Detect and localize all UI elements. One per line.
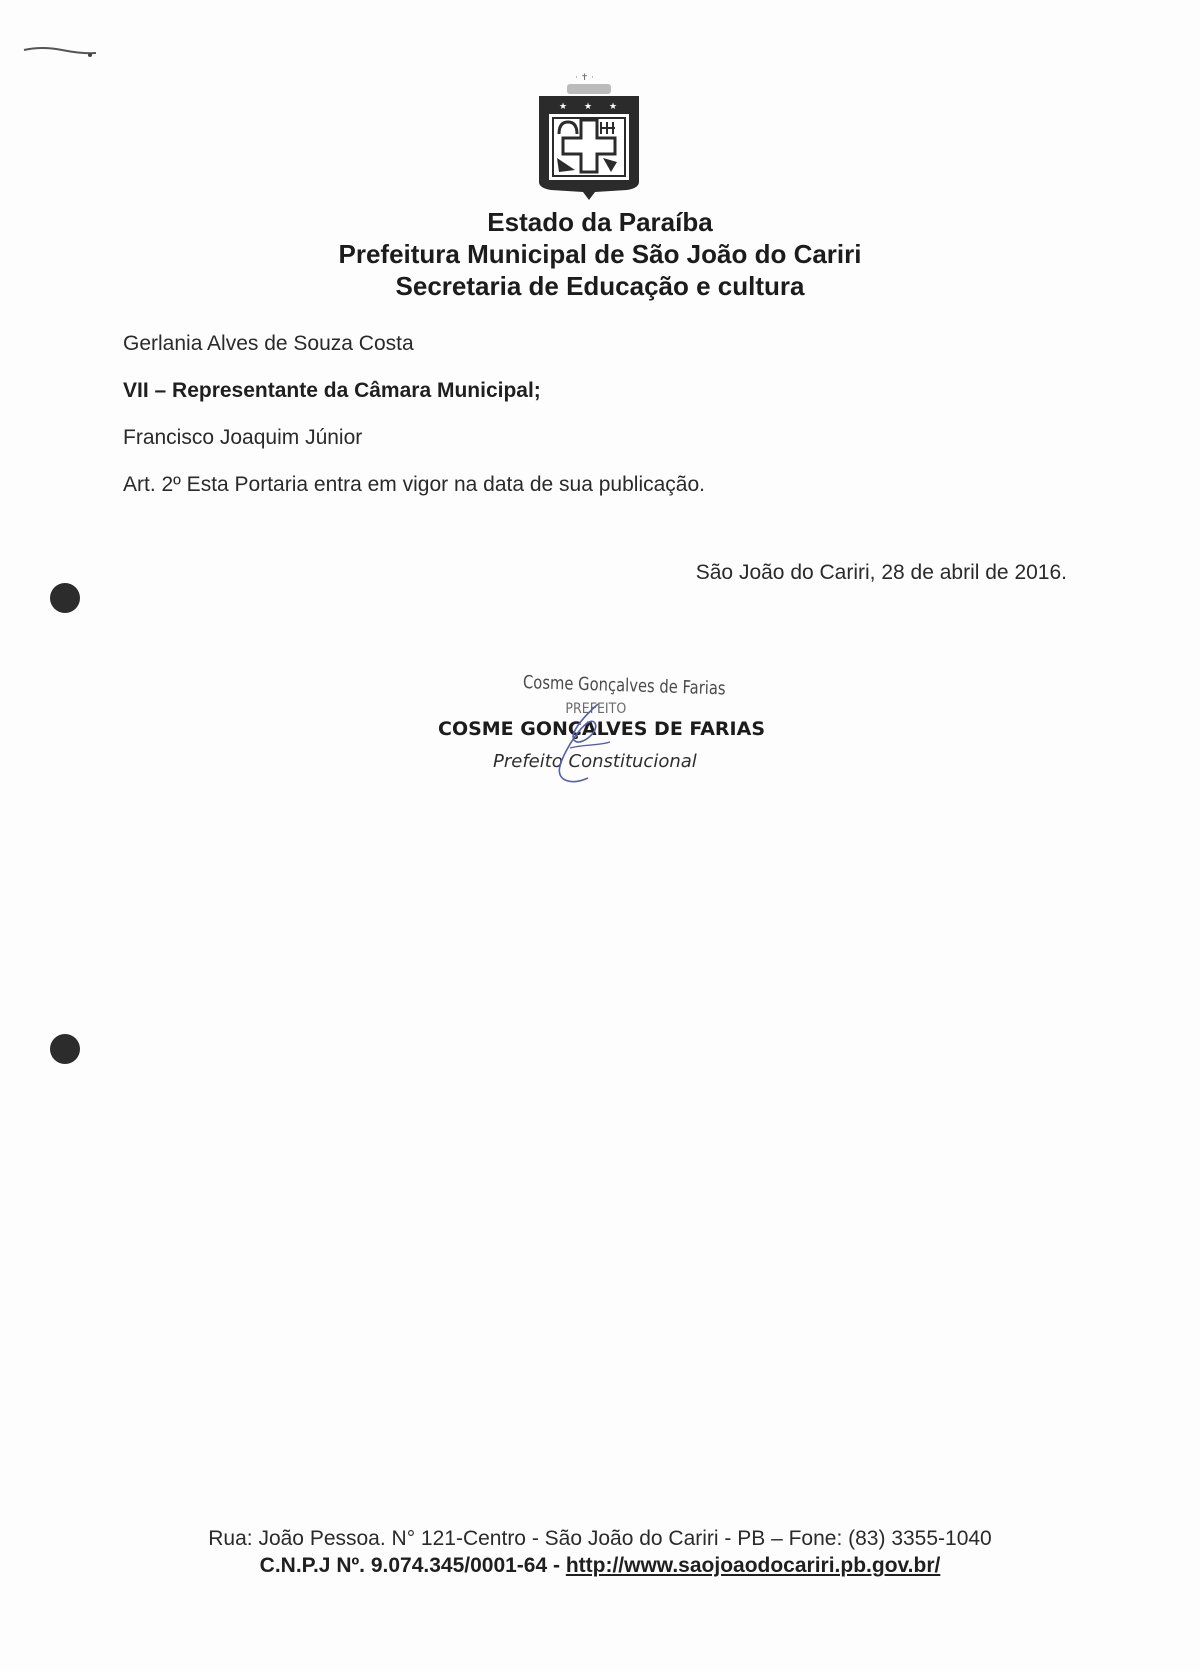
footer-cnpj: C.N.P.J Nº. 9.074.345/0001-64 -: [259, 1554, 566, 1577]
signature-stamp-name: Cosme Gonçalves de Farias: [522, 672, 726, 700]
section-heading: VII – Representante da Câmara Municipal;: [123, 379, 541, 402]
header-municipality: Prefeitura Municipal de São João do Cariri: [338, 239, 862, 269]
signature-stamp-title: PREFEITO: [565, 701, 627, 717]
date-line: São João do Cariri, 28 de abril de 2016.: [695, 561, 1067, 584]
footer-address: Rua: João Pessoa. N° 121-Centro - São João do Cariri - PB – Fone: (83) 3355-1040: [208, 1527, 992, 1550]
punch-hole: [50, 583, 80, 613]
header-department: Secretaria de Educação e cultura: [395, 271, 805, 301]
signature-block: [400, 660, 800, 790]
punch-hole: [50, 1034, 80, 1064]
header-state: Estado da Paraíba: [487, 207, 713, 237]
signatory-role: Prefeito Constitucional: [493, 751, 697, 772]
svg-text:★: ★: [559, 102, 568, 112]
footer-cnpj-line: [0, 1553, 1200, 1579]
scan-artifact-mark: [22, 44, 102, 58]
member-name: Gerlania Alves de Souza Costa: [123, 332, 414, 355]
footer-website-link[interactable]: http://www.saojoaodocariri.pb.gov.br/: [565, 1554, 941, 1577]
svg-text:★: ★: [584, 102, 593, 112]
article-text: Art. 2º Esta Portaria entra em vigor na data de sua publicação.: [123, 473, 705, 496]
svg-text:★: ★: [609, 102, 618, 112]
handwritten-signature: [540, 700, 630, 790]
municipal-coat-of-arms-icon: [537, 70, 641, 202]
svg-text:· ✝ ·: · ✝ ·: [575, 73, 594, 83]
member-name: Francisco Joaquim Júnior: [123, 426, 363, 449]
signatory-name: COSME GONÇALVES DE FARIAS: [438, 718, 766, 740]
